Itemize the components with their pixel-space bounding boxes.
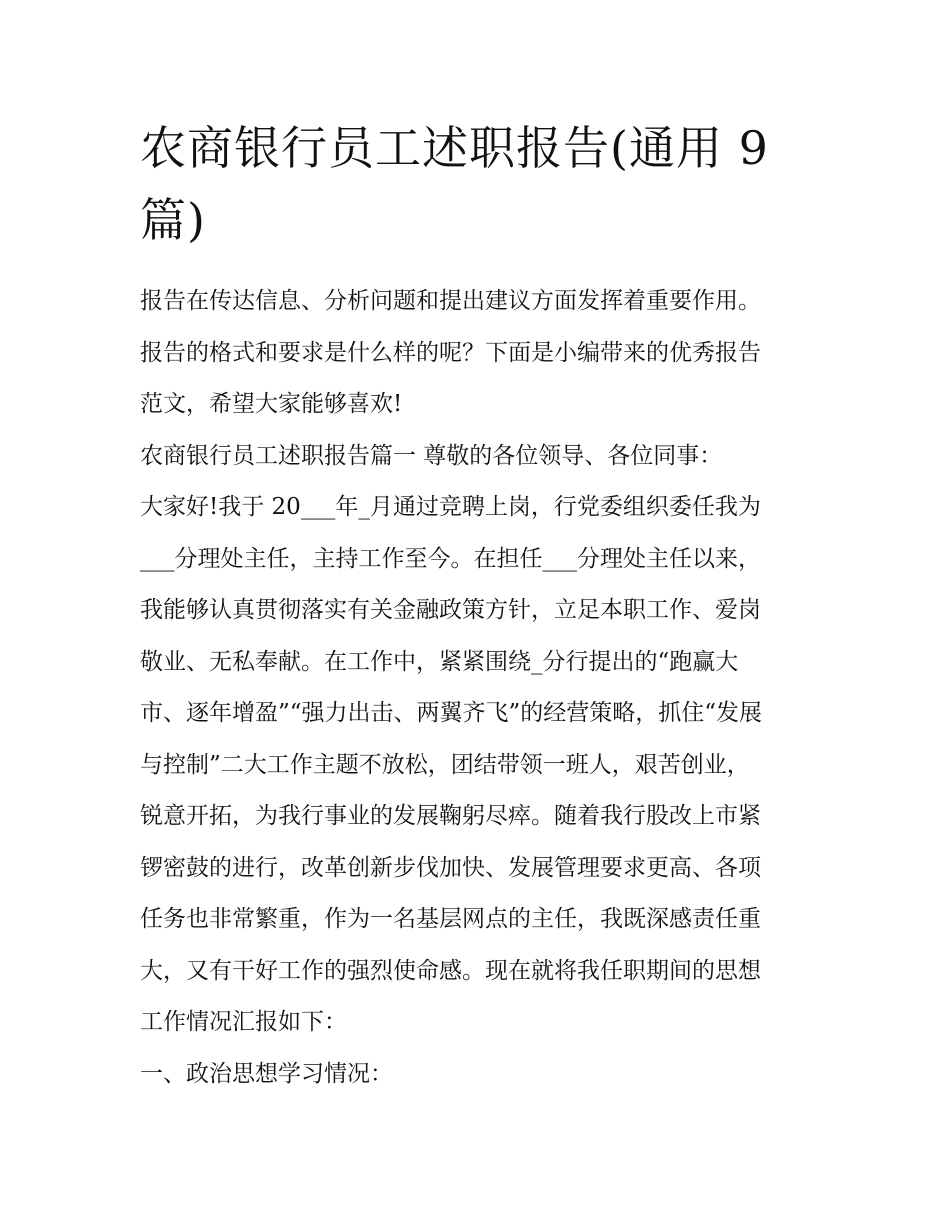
body-line: 报告的格式和要求是什么样的呢？下面是小编带来的优秀报告 [140,339,761,366]
body-line: 报告在传达信息、分析问题和提出建议方面发挥着重要作用。 [140,288,761,314]
body-line: 锣密鼓的进行，改革创新步伐加快、发展管理要求更高、各项 [140,854,761,881]
body-line: 与控制”二大工作主题不放松，团结带领一班人，艰苦创业， [140,751,750,778]
body-line: 工作情况汇报如下： [140,1009,347,1035]
body-line: 范文，希望大家能够喜欢! [140,391,403,417]
document-body [140,276,830,1100]
body-line: 敬业、无私奉献。在工作中，紧紧围绕_分行提出的“跑赢大 [140,648,739,675]
body-line: ___分理处主任，主持工作至今。在担任___分理处主任以来， [140,545,761,572]
body-line: 任务也非常繁重，作为一名基层网点的主任，我既深感责任重 [140,906,761,932]
body-line: 大家好!我于 20___年_月通过竞聘上岗，行党委组织委任我为 [140,494,761,520]
title-line: 篇) [140,193,206,247]
body-line: 大，又有干好工作的强烈使命感。现在就将我任职期间的思想 [140,957,761,984]
subsection-heading: 一、政治思想学习情况： [140,1060,393,1087]
body-line: 锐意开拓，为我行事业的发展鞠躬尽瘁。随着我行股改上市紧 [140,803,761,829]
title-line: 农商银行员工述职报告(通用 9 [140,121,769,175]
body-line: 市、逐年增盈”“强力出击、两翼齐飞”的经营策略，抓住“发展 [140,700,763,726]
section-heading: 农商银行员工述职报告篇一 尊敬的各位领导、各位同事： [140,442,723,469]
document-title [140,112,820,256]
body-line: 我能够认真贯彻落实有关金融政策方针，立足本职工作、爱岗 [140,597,761,623]
